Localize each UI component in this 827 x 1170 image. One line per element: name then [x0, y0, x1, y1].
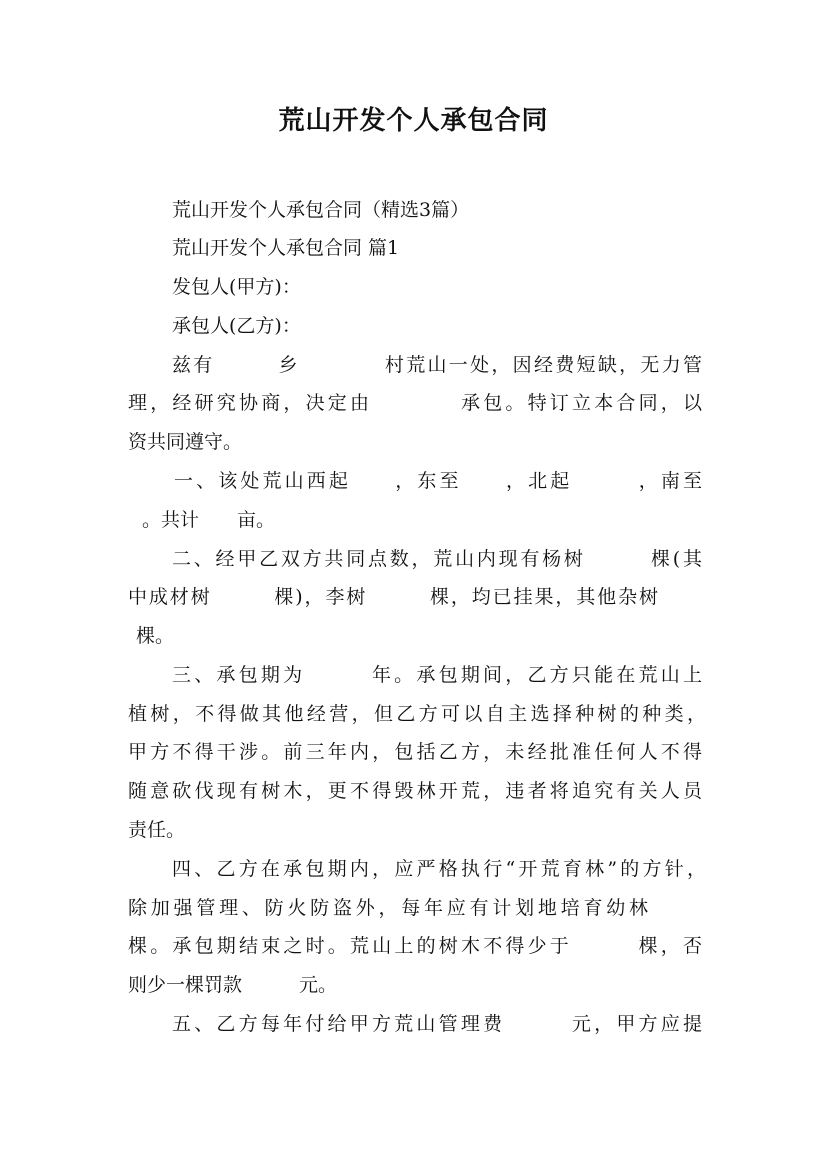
text-line: 四、乙方在承包期内，应严格执行“开荒育林”的方针， [172, 858, 706, 880]
text-line: 荒山开发个人承包合同 篇1 [172, 237, 400, 259]
text-line: 资共同遵守。 [128, 431, 243, 453]
text-line: 。共计 亩。 [142, 509, 276, 531]
text-line: 兹有 乡 村荒山一处，因经费短缺，无力管 [172, 354, 702, 376]
text-line: 除加强管理、防火防盗外，每年应有计划地培育幼林 [128, 897, 648, 919]
text-line: 发包人(甲方)： [172, 276, 301, 298]
text-line: 二、经甲乙双方共同点数，荒山内现有杨树 棵(其 [172, 548, 702, 570]
text-line: 承包人(乙方)： [172, 315, 301, 337]
text-line: 甲方不得干涉。前三年内，包括乙方，未经批准任何人不得 [128, 741, 702, 763]
text-line: 五、乙方每年付给甲方荒山管理费 元，甲方应提 [172, 1013, 702, 1035]
text-line: 棵。承包期结束之时。荒山上的树木不得少于 棵，否 [128, 935, 702, 957]
text-line: 中成材树 棵)，李树 棵，均已挂果，其他杂树 [128, 586, 658, 608]
text-line: 理，经研究协商，决定由 承包。特订立本合同，以 [128, 392, 702, 414]
document-title: 荒山开发个人承包合同 [278, 106, 549, 136]
text-line: 随意砍伐现有树木，更不得毁林开荒，违者将追究有关人员 [128, 780, 702, 802]
text-line: 三、承包期为 年。承包期间，乙方只能在荒山上 [172, 664, 702, 686]
text-line: 一、该处荒山西起 ，东至 ，北起 ，南至 [174, 470, 702, 492]
text-line: 责任。 [128, 819, 186, 841]
text-line: 则少一棵罚款 元。 [128, 974, 338, 996]
text-line: 棵。 [136, 625, 175, 647]
text-line: 荒山开发个人承包合同（精选3篇） [172, 199, 470, 221]
text-line: 植树，不得做其他经营，但乙方可以自主选择种树的种类， [128, 703, 706, 725]
